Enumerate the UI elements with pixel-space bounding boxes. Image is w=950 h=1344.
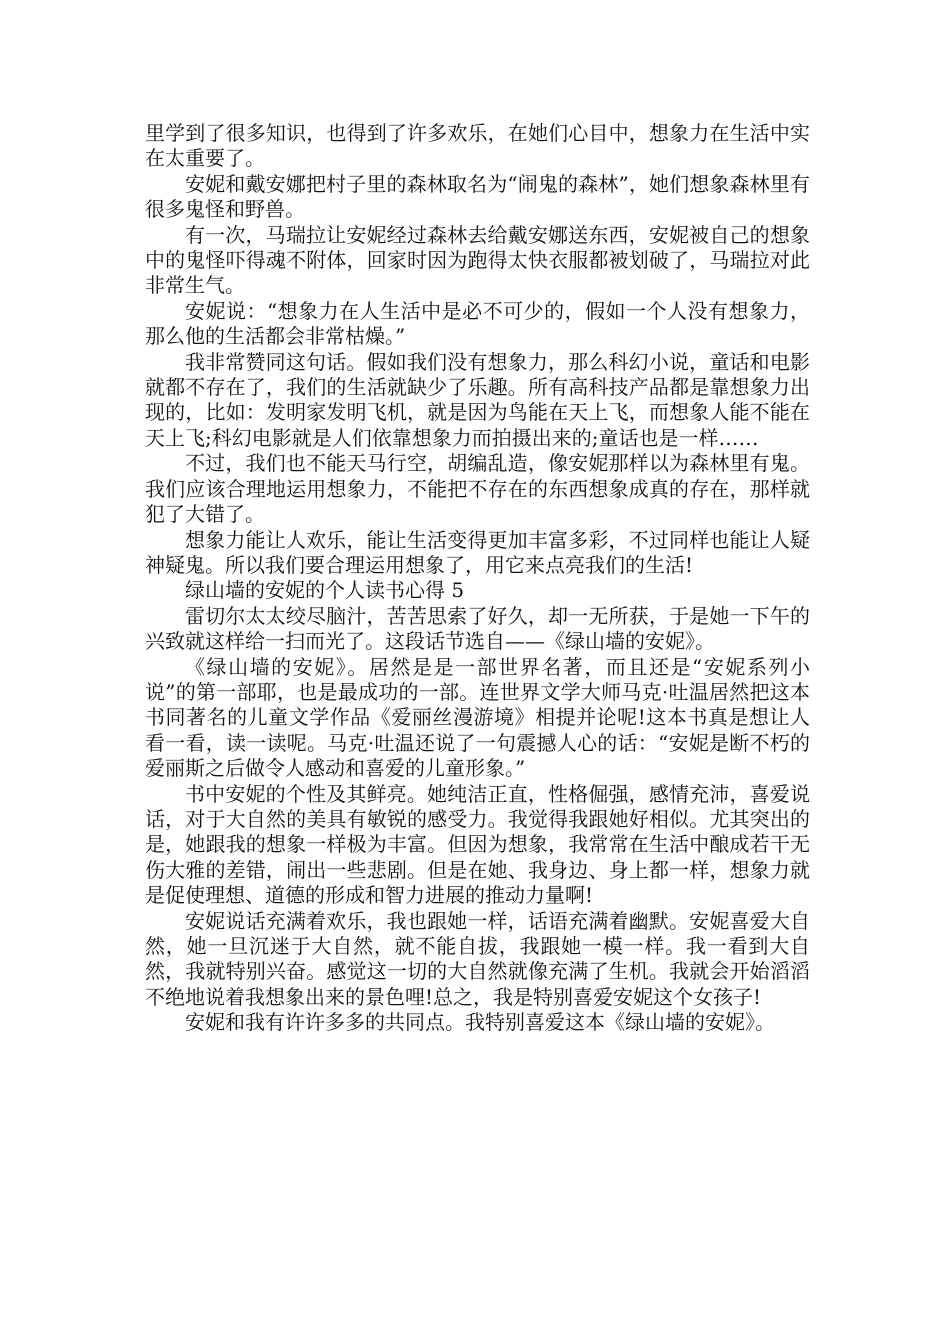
paragraph: 我非常赞同这句话。假如我们没有想象力，那么科幻小说，童话和电影就都不存在了，我们的生活就缺少了乐趣。所有高科技产品都是靠想象力出现的，比如：发明家发明飞机，就是因为鸟能在天上飞，而想象人能不能在天上飞;科幻电影就是人们依靠想象力而拍摄出来的;童话也是一样…… <box>145 349 810 450</box>
paragraph: 安妮说：“想象力在人生活中是必不可少的，假如一个人没有想象力，那么他的生活都会非常枯燥。” <box>145 298 810 349</box>
paragraph: 安妮和戴安娜把村子里的森林取名为“闹鬼的森林”，她们想象森林里有很多鬼怪和野兽。 <box>145 171 810 222</box>
paragraph: 书中安妮的个性及其鲜亮。她纯洁正直，性格倔强，感情充沛，喜爱说话，对于大自然的美具有敏锐的感受力。我觉得我跟她好相似。尤其突出的是，她跟我的想象一样极为丰富。但因为想象，我常常在生活中酿成若干无伤大雅的差错，闹出一些悲剧。但是在她、我身边、身上都一样，想象力就是促使理想、道德的形成和智力进展的推动力量啊! <box>145 781 810 908</box>
document-body <box>145 121 810 1036</box>
paragraph: 想象力能让人欢乐，能让生活变得更加丰富多彩，不过同样也能让人疑神疑鬼。所以我们要合理运用想象了，用它来点亮我们的生活! <box>145 527 810 577</box>
paragraph: 《绿山墙的安妮》。居然是是一部世界名著，而且还是“安妮系列小说”的第一部耶，也是最成功的一部。连世界文学大师马克·吐温居然把这本书同著名的儿童文学作品《爱丽丝漫游境》相提并论呢!这本书真是想让人看一看，读一读呢。马克·吐温还说了一句震撼人心的话：“安妮是断不朽的爱丽斯之后做令人感动和喜爱的儿童形象。” <box>145 654 810 781</box>
paragraph: 有一次，马瑞拉让安妮经过森林去给戴安娜送东西，安妮被自己的想象中的鬼怪吓得魂不附体，回家时因为跑得太快衣服都被划破了，马瑞拉对此非常生气。 <box>145 222 810 298</box>
paragraph: 安妮和我有许许多多的共同点。我特别喜爱这本《绿山墙的安妮》。 <box>185 1010 775 1035</box>
paragraph: 不过，我们也不能天马行空，胡编乱造，像安妮那样以为森林里有鬼。我们应该合理地运用想象力，不能把不存在的东西想象成真的存在，那样就犯了大错了。 <box>145 451 810 527</box>
paragraph-continued: 里学到了很多知识，也得到了许多欢乐，在她们心目中，想象力在生活中实在太重要了。 <box>145 121 810 171</box>
paragraph: 雷切尔太太绞尽脑汁，苦苦思索了好久，却一无所获，于是她一下午的兴致就这样给一扫而光了。这段话节选自——《绿山墙的安妮》。 <box>145 603 810 654</box>
section-heading: 绿山墙的安妮的个人读书心得 5 <box>185 578 465 603</box>
paragraph: 安妮说话充满着欢乐，我也跟她一样，话语充满着幽默。安妮喜爱大自然，她一旦沉迷于大自然，就不能自拔，我跟她一模一样。我一看到大自然，我就特别兴奋。感觉这一切的大自然就像充满了生机。我就会开始滔滔不绝地说着我想象出来的景色哩!总之，我是特别喜爱安妮这个女孩子! <box>145 908 810 1009</box>
